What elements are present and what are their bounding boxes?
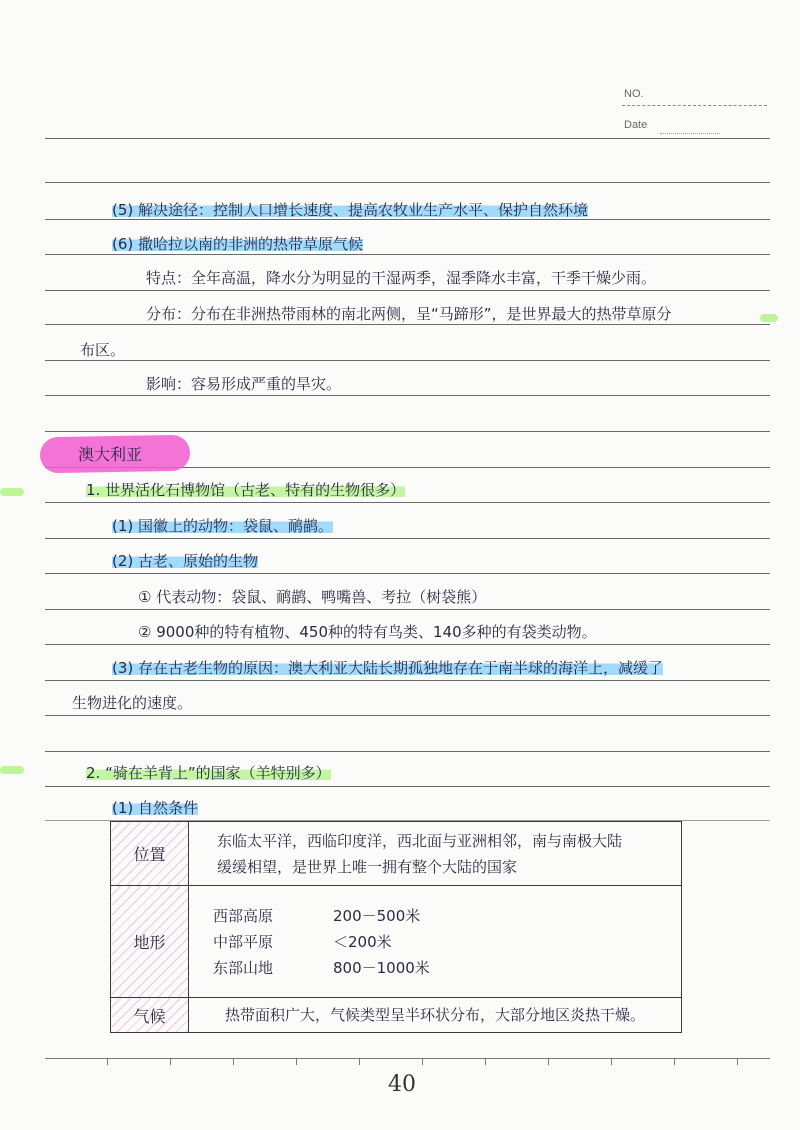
no-dotline [622,105,767,106]
note-savanna-heading: (6) 撒哈拉以南的非洲的热带草原气候 [112,235,364,253]
note-endemic-species: ② 9000种的特有植物、450种的特有鸟类、140多种的有袋类动物。 [138,623,597,641]
table-cell-terrain [189,886,682,998]
ruled-line [45,431,770,432]
date-dotline [660,133,720,134]
ruled-line [45,573,770,574]
ruled-line [45,502,770,503]
footer-ruler [45,1058,770,1067]
table-label-location: 位置 [111,822,189,886]
margin-highlight [0,766,24,774]
ruled-line [45,182,770,183]
ruled-line [45,609,770,610]
terrain-row: 西部高原 200－500米 [213,906,421,925]
heading-living-fossils: 1. 世界活化石博物馆（古老、特有的生物很多） [86,481,406,499]
note-reason: (3) 存在古老生物的原因：澳大利亚大陆长期孤独地存在于南半球的海洋上，减缓了 [112,659,664,677]
note-distribution: 分布：分布在非洲热带雨林的南北两侧，呈“马蹄形”，是世界最大的热带草原分 [146,305,672,323]
ruled-line [45,395,770,396]
ruled-line [45,644,770,645]
note-ancient-creatures: (2) 古老、原始的生物 [112,552,259,570]
heading-sheep-country: 2. “骑在羊背上”的国家（羊特别多） [86,764,331,782]
ruled-line [45,715,770,716]
natural-conditions-table [110,821,682,1033]
date-label: Date [624,119,648,131]
ruled-line [45,360,770,361]
ruled-line [45,751,770,752]
terrain-row: 中部平原 ＜200米 [213,932,392,951]
note-reason-cont: 生物进化的速度。 [72,694,193,712]
ruled-line [45,254,770,255]
note-distribution-cont: 布区。 [80,341,126,359]
note-impact: 影响：容易形成严重的旱灾。 [146,375,342,393]
ruled-line [45,290,770,291]
ruled-line [45,680,770,681]
note-national-emblem: (1) 国徽上的动物：袋鼠、鸸鹋。 [112,517,334,535]
heading-natural-conditions: (1) 自然条件 [112,799,199,817]
ruled-line [45,538,770,539]
ruled-line [45,324,770,325]
margin-highlight [760,314,778,322]
table-row [111,998,682,1033]
table-row [111,822,682,886]
terrain-row: 东部山地 800－1000米 [213,958,430,977]
table-row [111,886,682,998]
page-number: 40 [388,1072,416,1097]
note-solution: (5) 解决途径：控制人口增长速度、提高农牧业生产水平、保护自然环境 [112,201,589,219]
no-label: NO. [624,88,644,100]
ruled-line [45,786,770,787]
table-label-terrain: 地形 [111,886,189,998]
margin-highlight [0,488,24,496]
note-representative-animals: ① 代表动物：袋鼠、鸸鹋、鸭嘴兽、考拉（树袋熊） [138,588,487,606]
table-cell-climate: 热带面积广大，气候类型呈半环状分布，大部分地区炎热干燥。 [189,998,682,1033]
section-title: 澳大利亚 [78,445,143,464]
note-features: 特点：全年高温，降水分为明显的干湿两季，湿季降水丰富，干季干燥少雨。 [146,269,657,287]
table-label-climate: 气候 [111,998,189,1033]
table-cell-location: 东临太平洋，西临印度洋，西北面与亚洲相邻，南与南极大陆 缓缓相望，是世界上唯一拥有整个大陆的国家 [189,822,682,886]
ruled-line [45,138,770,139]
